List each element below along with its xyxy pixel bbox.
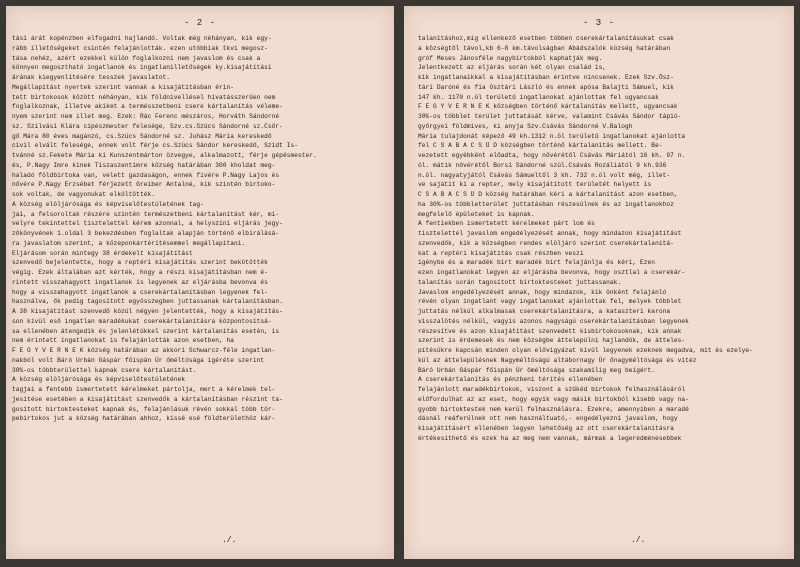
text-line: 30%-os többlet terület juttatását kérve, valamint Csávás Sándor tápió- <box>418 113 682 120</box>
text-line: gosított birtoktesteket kapnak és, felajánlásuk révén sokkal több tör- <box>12 405 276 413</box>
text-line: civil elvált felesége, ennek volt férje cs.Szücs Sándor kereskedő, Szidt Is- <box>12 142 298 150</box>
text-line: ve sajátit ki a repter, mely kisajátított területét helyett is <box>418 181 652 189</box>
left-continuation-mark: ./. <box>222 536 237 545</box>
text-line: kisajátításért ellenében legyen lehetőség az ott cserekártalanításra <box>418 425 674 432</box>
text-line: öl. mátik nővérétől Borsi Sándorné szül.Csávás Rozáliától 9 kh.936 <box>418 161 667 169</box>
text-line: pebirtokos jut a község határában ahhoz, kissé esé földterülethöz kár- <box>12 415 276 423</box>
right-page-number: - 3 - <box>582 18 615 28</box>
text-line: megfelelő épületeket is kapnak. <box>418 210 535 218</box>
text-line: son kívül eső ingatlan maradékukat cserekártalanításra központosítsá- <box>12 317 272 325</box>
text-line: dásnál reáferülnek ott nem használtuató,- engedélyezni javaslom, hogy <box>418 415 678 423</box>
text-line: felajánlott maradékbirtokok, viszont a szűkéd birtokok felhasználásáról <box>418 386 686 393</box>
text-line: tári Daróné és fia Osztári László és ennek apósa Balajti Sámuel, kik <box>418 83 674 91</box>
text-line: ezen ingatlanokat legyen az eljárásba bevonva, hogy osztlal a cserekár- <box>418 269 686 276</box>
right-page-body <box>404 34 794 444</box>
text-line: könnyen megosztható ingatlanok és ingatlanilletőségek ky.kisajátítási <box>12 64 272 72</box>
text-line: velyre tekintettel tisztelettel kérem azonnal, a helyszíni eljárás jegy- <box>12 220 283 228</box>
text-line: szenvedők, kik a községben rendes elöljáró szerint cserekártalanítá- <box>418 239 674 247</box>
text-line: A község elöljárósága és képviselőtestületének tag- <box>12 200 204 208</box>
text-line: visszalötés nélkül, vagyis azonos nagyságú cserekártalanításban legyenek <box>418 317 689 325</box>
text-line: győrgyei földmives, ki anyja Szv.Csávás Sándorné V.Balogh <box>418 122 633 130</box>
text-line: gő Mára 80 éves magánzó, cs.Szücs Sándorné sz. Juhász Mária kereskedő <box>12 132 272 140</box>
text-line: n.öl. nagyatyjától Csávás Sámueltől 3 kh. 732 n.öl volt még, illet- <box>418 171 671 179</box>
text-line: Báró Urbán Gáspár főispán Úr őméltósága szakamilig meg beigért. <box>418 366 656 374</box>
text-line: A cserekártalanítás és pénzbeni térítés ellenében <box>418 376 603 384</box>
text-line: igénybe és a maradék birt maradék birt felajánlja és kéri, Ezen <box>418 259 656 267</box>
text-line: nem érintett ingatlanokat is felajánlották azon esetben, ha <box>12 337 235 345</box>
text-line: kik ingatlanaikkal a kisajátításban érintve nincsenek. Ezek Szv.Ösz- <box>418 74 674 81</box>
text-line: Javaslom engedélyezését annak, hogy mindazok, kik önként felajánló <box>418 288 667 296</box>
text-line: kül az áttelepülésnek Nagyméltóságú altábornagy Úr őnagyméltósága és vitéz <box>418 356 697 364</box>
text-line: talanítás során tagosított birtoktesteket juttassanak. <box>418 278 622 286</box>
text-line: rintett visszahagyott ingatlanok is legyenek az eljárásba bevonva és <box>12 278 268 286</box>
text-line: tett birtokosok között néhányan, kik földnivellésel hivatásszerűen nem <box>12 93 276 101</box>
left-page-number: - 2 - <box>183 18 216 28</box>
text-line: használva, ők pedig tagosított egyösszegben juttassanak kártalanításban. <box>12 298 283 306</box>
text-line: tagjai a fentebb ismertetett kérelmeket pártolja, mert a kérelmek tel- <box>12 386 276 393</box>
text-line: jai, a felsoroltak részére szintén természetbeni kártalanítást kér, mi- <box>12 210 280 218</box>
text-line: Megállapítást nyertek szerint vannak a kisajátításban érin- <box>12 83 235 91</box>
text-line: Jelentkezett az eljárás során két olyan család is, <box>418 64 607 72</box>
text-line: haladó földbirtoka van, velett gazdaságon, ennek fivére P.Nagy Lajos és <box>12 171 280 179</box>
text-line: C S A B A C S Ü D község határában kéri a kártalanítást azon esetben, <box>418 191 678 198</box>
text-line: tisztelettel javaslom engedélyezését annak, hogy mindazon kisajátítást <box>418 230 682 237</box>
text-line: hogy a visszahagyott ingatlanok a cserekártalanításban legyenek fel- <box>12 288 268 296</box>
text-line: nakból volt Báró Urbán Gáspár főispán Úr őméltósága igéréte szerint <box>12 356 265 364</box>
text-line: A fentiekben ismertetett kérelmeket párt lom és <box>418 220 595 228</box>
text-line: F E G Y V E R N E K község határában az akkori Schwarcz-féle ingatlan- <box>12 347 276 354</box>
left-page <box>6 6 394 559</box>
text-line: 30%-os többterülettel kapnak csere kártalanítást. <box>12 366 197 374</box>
right-continuation-mark: ./. <box>631 536 646 545</box>
text-line: gróf Meses Jánosféle nagybirtokból kaphatják meg. <box>418 54 603 62</box>
text-line: tása nehéz, azért ezekkel külön foglalkozni nem javaslom és csak a <box>12 54 261 62</box>
text-line: fel C S A B A C S Ü D községben történő kártalanítás mellett. Be- <box>418 142 663 150</box>
text-line: Mária tulajdonát képező 49 kh.1312 n.öl területű ingatlanokat ajánlotta <box>418 132 686 140</box>
text-line: előfordulhat az az eset, hogy egyik vagy másik birtokból kisebb vagy na- <box>418 395 689 403</box>
left-page-body <box>6 34 394 424</box>
text-line: gyobb birtoktestek nem kerül felhasználásra. Ezekre, amennyiben a maradé <box>418 405 689 413</box>
right-page <box>404 6 794 559</box>
text-line: A község elöljárósága és képviselőtestületének <box>12 376 186 384</box>
text-line: juttatás nélkül alkalmasak cserekártalanításra, a kataszteri karona <box>418 308 671 315</box>
text-line: jesítése esetében a kisajátítást szenvedők a kártalanításban részint ta- <box>12 395 283 403</box>
text-line: árának kiegyenlítésére tesszek javaslatot. <box>12 74 171 81</box>
text-line: a községtől távol,kb 6-8 km.távolságban Abádszalók község határában <box>418 44 671 52</box>
text-line: szenvedő bejelentette, hogy a reptéri kisajátítás szerint bekötötték <box>12 259 268 267</box>
text-line: ra javaslatom szerint, a közeponkártérítésemmel megállapítani. <box>12 239 246 247</box>
text-line: talanításhoz,míg ellenkező esetben többen cserekártalanításukat csak <box>418 35 674 42</box>
text-line: tvánné sz.Fekete Mária ki Kunszentmárton özvegye, alkalmazott, férje gépésmester. <box>12 152 317 159</box>
text-line: sz. Szilvási Klára cipészmester felesége, Szv.cs.Szücs Sándorné sz.Csőr- <box>12 122 283 130</box>
text-line: rább illetőségeket csintén felajánlották. ezen utóbbiak tkvi megosz- <box>12 44 268 52</box>
text-line: sok voltak, de vagyonukat elköltötték. <box>12 191 155 198</box>
text-line: A 38 kisajátítást szenvedő közül négyen jelentették, hogy a kisajátítás- <box>12 308 283 315</box>
text-line: szerint is érdemesek és nem községbe áttelepülni hajlandók, de átteles- <box>418 337 686 345</box>
text-line: révén olyan ingatlant vagy ingatlanokat ajánlottak fel, melyek többlet <box>418 298 682 306</box>
text-line: értékesíthető és ezek ha az meg nem vannak, mármak a legeredménesebbek <box>418 434 682 442</box>
text-line: végig. Ezek általában azt kérték, hogy a részi kisajátításban nem é- <box>12 269 268 276</box>
text-line: nővére P.Nagy Erzsébet férjezett Greiber Antalné, kik szintén birtoko- <box>12 181 276 189</box>
text-line: foglalkoznak, illetve akiket a termésszetbeni csere kártalanítás véleme- <box>12 103 283 111</box>
text-line: zőkönyvének 1.oldal 3 bekezdésben foglaltak alapján történő elbírálásá- <box>12 230 280 237</box>
text-line: ha 30%-os többletterület juttatásban részesülnek és az ingatlanokhoz <box>418 200 674 208</box>
text-line: tási árát kopénzben elfogadni hajlandó. Voltak még néhányan, kik egy- <box>12 35 272 42</box>
text-line: kat a reptéri kisajátítás csak részben veszi <box>418 249 584 257</box>
text-line: nyem szerint nem illet meg. Ezek: Rác Ferenc mészáros, Horváth Sándorné <box>12 113 280 120</box>
text-line: Eljárásom során mintegy 38 érdekelt kisajátítást <box>12 249 193 257</box>
text-line: sa ellenében átengedik és jelenlétükkel szerint kártalanítás esetén, is <box>12 327 280 335</box>
text-line: 147 kh. 1170 n.öl területű ingatlanokat ajánlottak fel ugyancsak <box>418 93 659 101</box>
text-line: és, P.Nagy Imre kinek Tiszaszentimre község határában 300 kholdat meg- <box>12 161 276 169</box>
text-line: pítésükre kapcsán minden olyan elővigyázat kívül legyenek ezeknek megadva, mit és ezelye- <box>418 347 753 354</box>
text-line: részesítve és azon kisajátítást szenvedett kisbirtokosoknak, kik annak <box>418 327 682 335</box>
text-line: vezetett egyébként előadta, hogy nővérétől Csávás Máriától 16 kh. 97 n. <box>418 152 686 159</box>
text-line: F E G Y V E R N E K községben történő kártalanítás mellett, ugyancsak <box>418 103 678 111</box>
